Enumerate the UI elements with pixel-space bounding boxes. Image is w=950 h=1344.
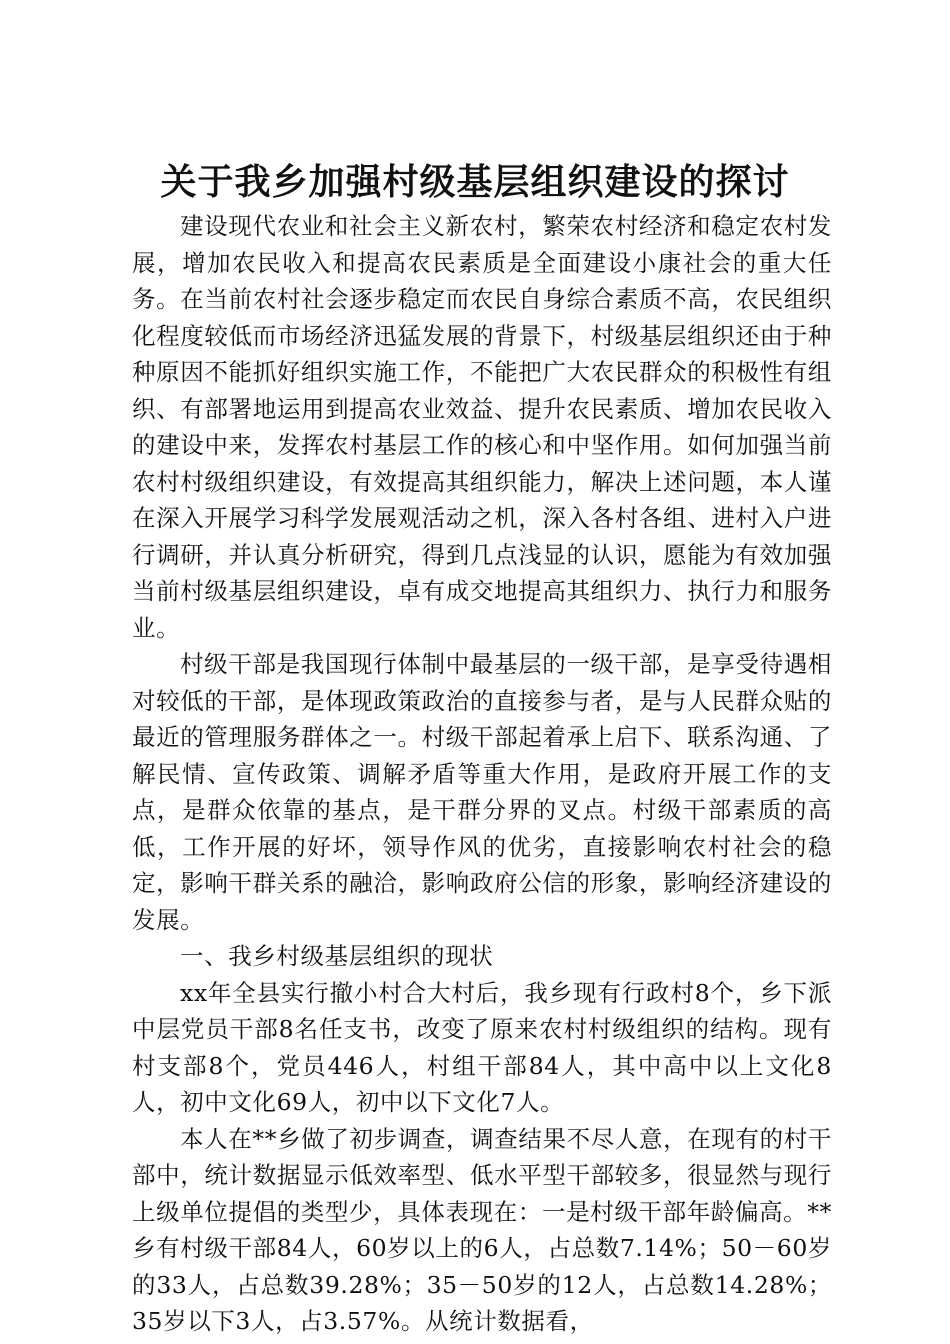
paragraph-intro: 建设现代农业和社会主义新农村，繁荣农村经济和稳定农村发展，增加农民收入和提高农民素质是全面建设小康社会的重大任务。在当前农村社会逐步稳定而农民自身综合素质不高，农民组织化程度较低而市场经济迅猛发展的背景下，村级基层组织还由于种种原因不能抓好组织实施工作，不能把广大农民群众的积极性有组织、有部署地运用到提高农业效益、提升农民素质、增加农民收入的建设中来，发挥农村基层工作的核心和中坚作用。如何加强当前农村村级组织建设，有效提高其组织能力，解决上述问题，本人谨在深入开展学习科学发展观活动之机，深入各村各组、进村入户进行调研，并认真分析研究，得到几点浅显的认识，愿能为有效加强当前村级基层组织建设，卓有成交地提高其组织力、执行力和服务业。	[132, 212, 832, 642]
paragraph-survey-results: 本人在**乡做了初步调查，调查结果不尽人意，在现有的村干部中，统计数据显示低效率型、低水平型干部较多，很显然与现行上级单位提倡的类型少，具体表现在：一是村级干部年龄偏高。**乡有村级干部84人，60岁以上的6人，占总数7.14%；50－60岁的33人，占总数39.28%；35－50岁的12人，占总数14.28%；35岁以下3人，占3.57%。从统计数据看，	[132, 1124, 832, 1335]
document-title: 关于我乡加强村级基层组织建设的探讨	[160, 161, 790, 203]
paragraph-village-merger: xx年全县实行撤小村合大村后，我乡现有行政村8个，乡下派中层党员干部8名任支书，改变了原来农村村级组织的结构。现有村支部8个，党员446人，村组干部84人，其中高中以上文化8人，初中文化69人，初中以下文化7人。	[132, 978, 832, 1116]
paragraph-village-cadres: 村级干部是我国现行体制中最基层的一级干部，是享受待遇相对较低的干部，是体现政策政治的直接参与者，是与人民群众贴的最近的管理服务群体之一。村级干部起着承上启下、联系沟通、了解民情、宣传政策、调解矛盾等重大作用，是政府开展工作的支点，是群众依靠的基点，是干群分界的叉点。村级干部素质的高低，工作开展的好坏，领导作风的优劣，直接影响农村社会的稳定，影响干群关系的融洽，影响政府公信的形象，影响经济建设的发展。	[132, 650, 832, 934]
section-heading-current-status: 一、我乡村级基层组织的现状	[180, 942, 494, 970]
document-body	[132, 208, 832, 1340]
